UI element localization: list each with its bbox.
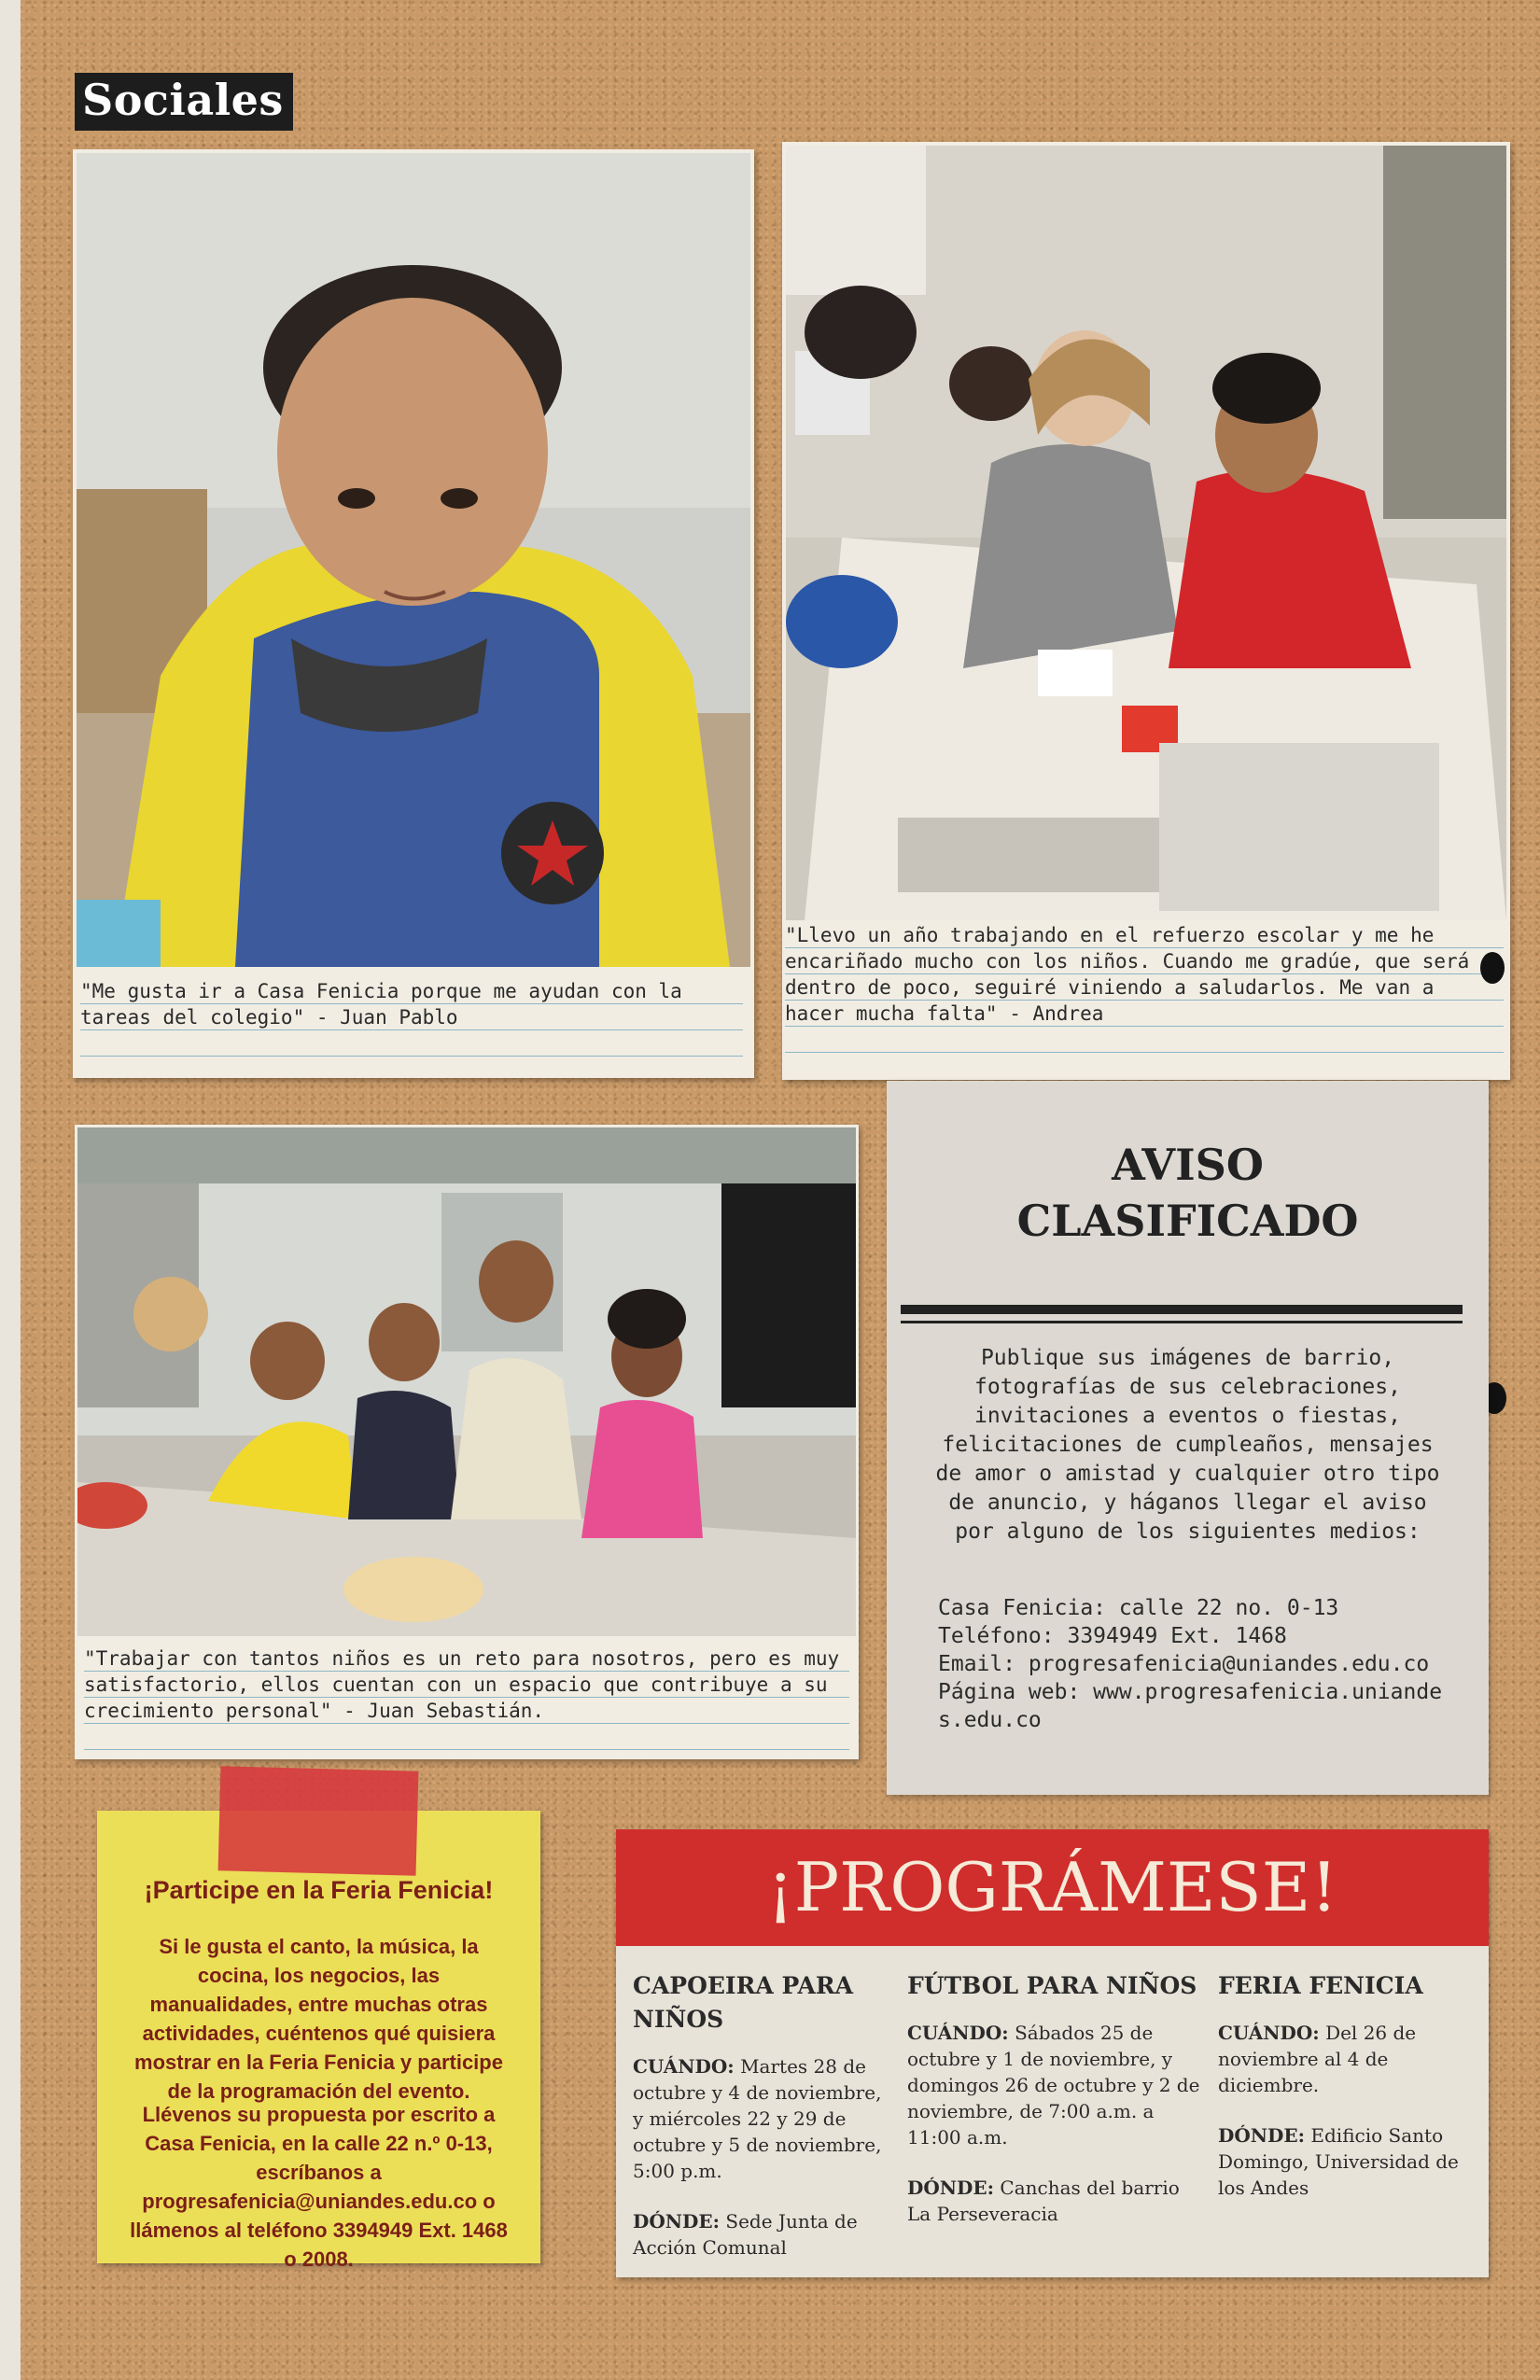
- classified-title-line2: CLASIFICADO: [1016, 1196, 1359, 1246]
- photo-card-andrea: [782, 142, 1510, 1080]
- divider-thin: [901, 1321, 1463, 1323]
- caption-andrea: "Llevo un año trabajando en el refuerzo escolar y me he encariñado mucho con los niños. Cuando me gradúe, que será dentro de poco, seguiré viniendo a saludarlos. Me van a hacer mucha falta" - Andrea: [785, 922, 1504, 1075]
- event-name: CAPOEIRA PARA NIÑOS: [633, 1972, 854, 2033]
- event-where: Canchas del barrio La Perseveracia: [907, 2177, 1180, 2225]
- event-feria: [1218, 1969, 1479, 2201]
- photo-card-juan-pablo: [73, 149, 754, 1078]
- note-title: ¡Participe en la Feria Fenicia!: [144, 1876, 494, 1904]
- divider-thick: [901, 1305, 1463, 1314]
- classified-ad-title: [887, 1137, 1489, 1249]
- classified-ad-body: Publique sus imágenes de barrio, fotografías de sus celebraciones, invitaciones a eventos o fiestas, felicitaciones de cumpleaños, mensajes de amor o amistad y cualquier otro tipo de anuncio, y háganos llegar el aviso por alguno de los siguientes medios:: [935, 1346, 1440, 1544]
- event-where: Sede Junta de Acción Comunal: [633, 2210, 858, 2259]
- schedule-box: [616, 1829, 1489, 2277]
- event-where: Edificio Santo Domingo, Universidad de los Andes: [1218, 2124, 1459, 2199]
- contact-phone: Teléfono: 3394949 Ext. 1468: [938, 1624, 1287, 1648]
- schedule-title: ¡PROGRÁMESE!: [616, 1829, 1489, 1946]
- event-capoeira: [633, 1969, 894, 2261]
- where-label: DÓNDE:: [633, 2210, 721, 2233]
- photo-children-crafts: [77, 1127, 856, 1636]
- photo-card-juan-sebastian: [75, 1125, 859, 1759]
- section-label: Sociales: [75, 73, 293, 131]
- classified-ad-contact: [938, 1594, 1461, 1734]
- when-label: CUÁNDO:: [907, 2022, 1009, 2044]
- red-tape: [218, 1766, 419, 1876]
- contact-address: Casa Fenicia: calle 22 no. 0-13: [938, 1596, 1339, 1620]
- when-label: CUÁNDO:: [633, 2055, 735, 2078]
- event-when: Martes 28 de octubre y 4 de noviembre, y miércoles 22 y 29 de octubre y 5 de noviembre, 5:00 p.m.: [633, 2055, 882, 2182]
- event-name: FÚTBOL PARA NIÑOS: [907, 1972, 1197, 1999]
- contact-email: Email: progresafenicia@uniandes.edu.co: [938, 1652, 1430, 1676]
- contact-web: Página web: www.progresafenicia.uniandes.edu.co: [938, 1680, 1443, 1732]
- page-edge: [0, 0, 21, 2380]
- event-futbol: [907, 1969, 1206, 2227]
- where-label: DÓNDE:: [907, 2177, 995, 2199]
- event-when: Del 26 de noviembre al 4 de diciembre.: [1218, 2022, 1417, 2096]
- photo-boy-yellow-jacket: [77, 153, 750, 967]
- when-label: CUÁNDO:: [1218, 2022, 1320, 2044]
- caption-juan-sebastian: "Trabajar con tantos niños es un reto para nosotros, pero es muy satisfactorio, ellos cuentan con un espacio que contribuye a su crecimiento personal" - Juan Sebastián.: [84, 1645, 849, 1750]
- caption-juan-pablo: "Me gusta ir a Casa Fenicia porque me ayudan con la tareas del colegio" - Juan Pablo: [80, 978, 743, 1068]
- binder-hole-top: [1480, 952, 1505, 984]
- photo-tutor-and-student: [786, 146, 1506, 920]
- classified-title-line1: AVISO: [1112, 1140, 1264, 1190]
- event-when: Sábados 25 de octubre y 1 de noviembre, y domingos 26 de octubre y 2 de noviembre, de 7:00 a.m. a 11:00 a.m.: [907, 2022, 1200, 2149]
- where-label: DÓNDE:: [1218, 2124, 1306, 2147]
- classified-ad-card: [887, 1081, 1489, 1795]
- note-paragraph-1: Si le gusta el canto, la música, la cocina, los negocios, las manualidades, entre muchas otras actividades, cuéntenos qué quisiera mostrar en la Feria Fenicia y participe de la programación del evento.: [134, 1935, 503, 2103]
- event-name: FERIA FENICIA: [1218, 1972, 1423, 1999]
- note-paragraph-2: Llévenos su propuesta por escrito a Casa Fenicia, en la calle 22 n.º 0-13, escríbanos a progresafenicia@uniandes.edu.co o llámenos al teléfono 3394949 Ext. 1468 o 2008.: [130, 2103, 508, 2271]
- feria-sticky-note: [97, 1811, 540, 2271]
